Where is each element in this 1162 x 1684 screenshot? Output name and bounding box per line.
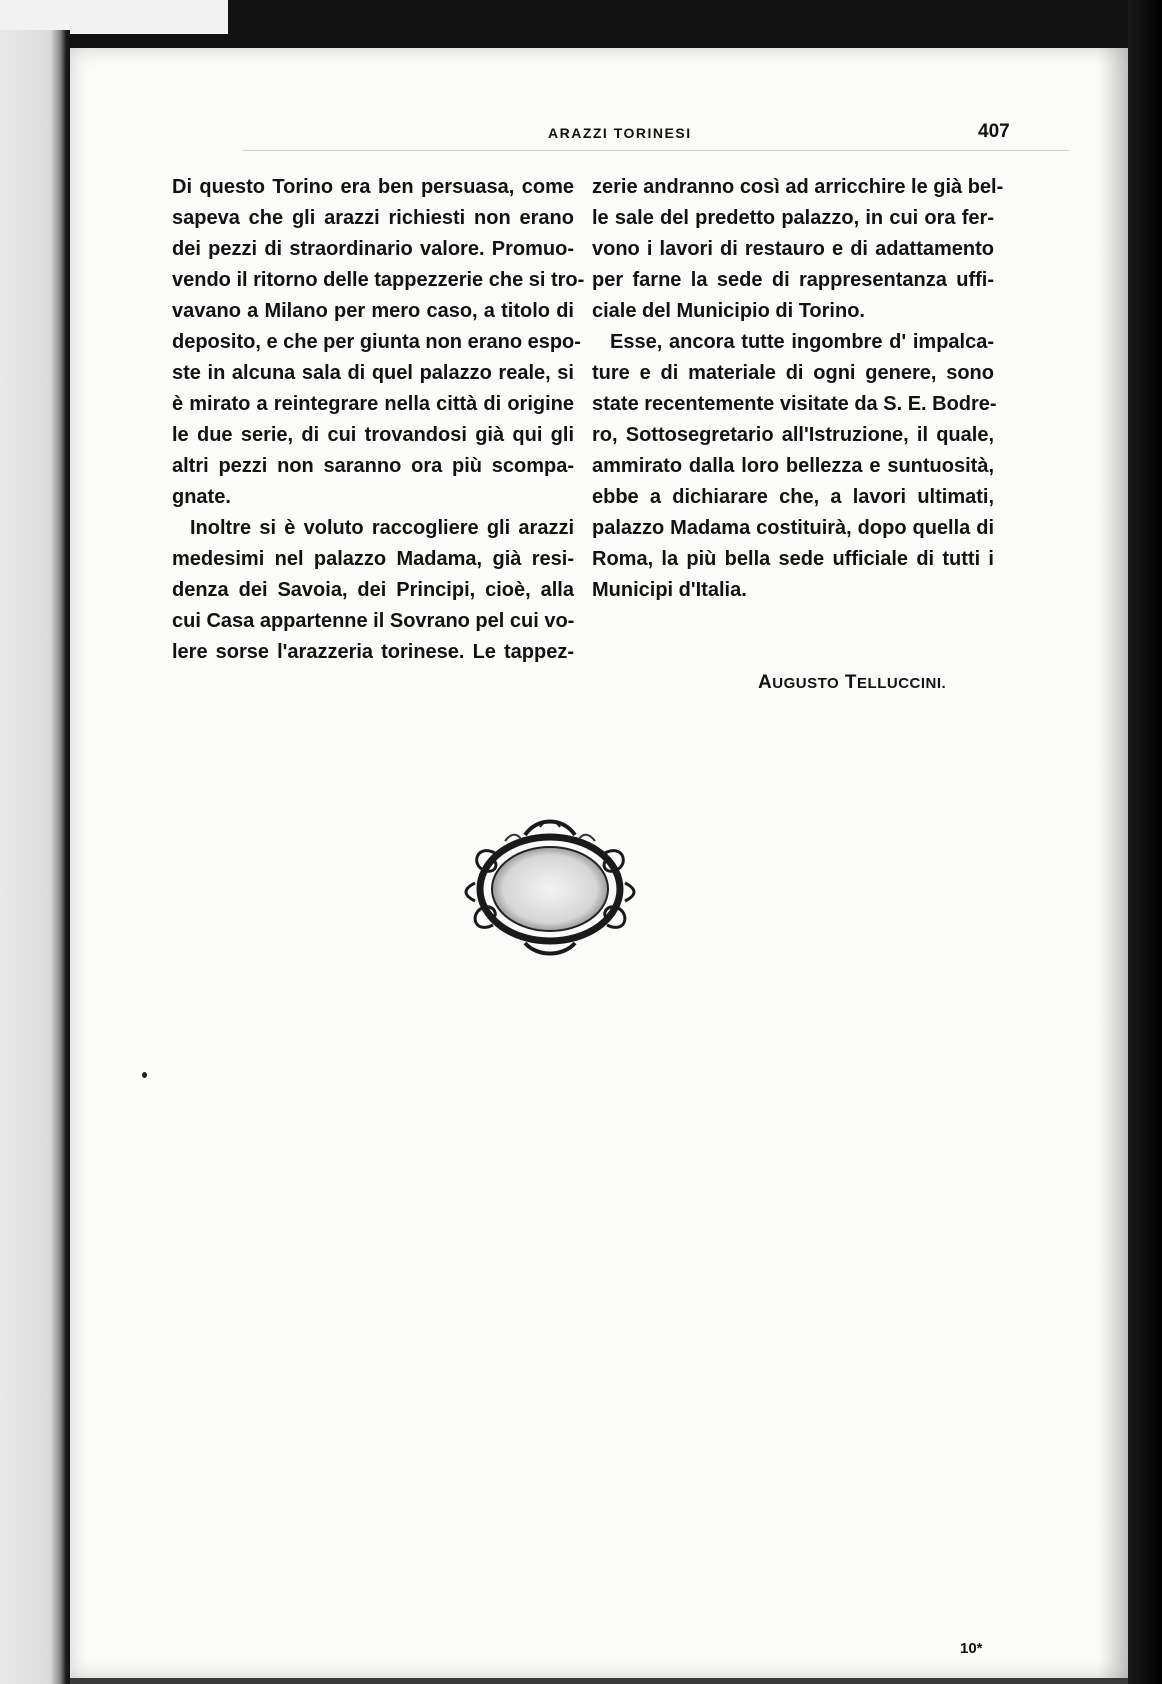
text-line: palazzo Madama costituirà, dopo quella di — [592, 517, 994, 539]
text-line: Roma, la più bella sede ufficiale di tutti i — [592, 548, 994, 570]
text-line: vavano a Milano per mero caso, a titolo di — [172, 300, 574, 322]
text-line: Inoltre si è voluto raccogliere gli arazzi — [190, 517, 574, 539]
signature-first-initial: A — [758, 672, 773, 693]
scan-border-right — [1128, 0, 1162, 1684]
scan-border-left — [0, 30, 70, 1684]
running-title: ARAZZI TORINESI — [548, 125, 692, 141]
scan-paper-corner — [0, 0, 228, 34]
text-line: lere sorse l'arazzeria torinese. Le tappez- — [172, 641, 574, 663]
signature-last-rest: ELLUCCINI. — [857, 675, 947, 692]
text-line: per farne la sede di rappresentanza uffi- — [592, 269, 994, 291]
text-column-left — [172, 172, 585, 668]
ornamental-cartouche-vignette — [455, 813, 645, 958]
signature-first-rest: UGUSTO — [772, 675, 840, 692]
text-line: ture e di materiale di ogni genere, sono — [592, 362, 994, 384]
page-gutter-shadow — [1098, 48, 1128, 1678]
text-line: Municipi d'Italia. — [592, 579, 747, 601]
text-line: zerie andranno così ad arricchire le già bel- — [592, 176, 1004, 198]
text-line: ro, Sottosegretario all'Istruzione, il quale, — [592, 424, 994, 446]
text-line: dei pezzi di straordinario valore. Promuo- — [172, 238, 574, 260]
text-column-right — [592, 172, 1004, 606]
text-line: cui Casa appartenne il Sovrano pel cui vo- — [172, 610, 575, 632]
text-line: ste in alcuna sala di quel palazzo reale, si — [172, 362, 574, 384]
book-page — [70, 48, 1128, 1678]
text-line: ammirato dalla loro bellezza e suntuosità, — [592, 455, 994, 477]
signature-last-initial: T — [844, 672, 858, 693]
text-line: ciale del Municipio di Torino. — [592, 300, 865, 322]
text-line: Di questo Torino era ben persuasa, come — [172, 176, 574, 198]
text-line: ebbe a dichiarare che, a lavori ultimati, — [592, 486, 994, 508]
text-line: altri pezzi non saranno ora più scompa- — [172, 455, 574, 477]
text-line: deposito, e che per giunta non erano espo- — [172, 331, 581, 353]
printer-signature-mark: 10* — [960, 1640, 983, 1657]
text-line: le sale del predetto palazzo, in cui ora fer- — [592, 207, 994, 229]
text-line: vono i lavori di restauro e di adattamento — [592, 238, 994, 260]
header-rule — [242, 150, 1069, 151]
scan-speck — [142, 1072, 147, 1078]
text-line: vendo il ritorno delle tappezzerie che si tro- — [172, 269, 585, 291]
text-line: sapeva che gli arazzi richiesti non erano — [172, 207, 574, 229]
text-line: le due serie, di cui trovandosi già qui gli — [172, 424, 574, 446]
text-line: Esse, ancora tutte ingombre d' impalca- — [610, 331, 994, 353]
text-line: gnate. — [172, 486, 231, 508]
text-line: state recentemente visitate da S. E. Bodre- — [592, 393, 997, 415]
page-number: 407 — [978, 121, 1010, 142]
text-line: medesimi nel palazzo Madama, già resi- — [172, 548, 574, 570]
text-line: è mirato a reintegrare nella città di origine — [172, 393, 574, 415]
author-signature — [758, 672, 946, 694]
text-line: denza dei Savoia, dei Principi, cioè, alla — [172, 579, 574, 601]
